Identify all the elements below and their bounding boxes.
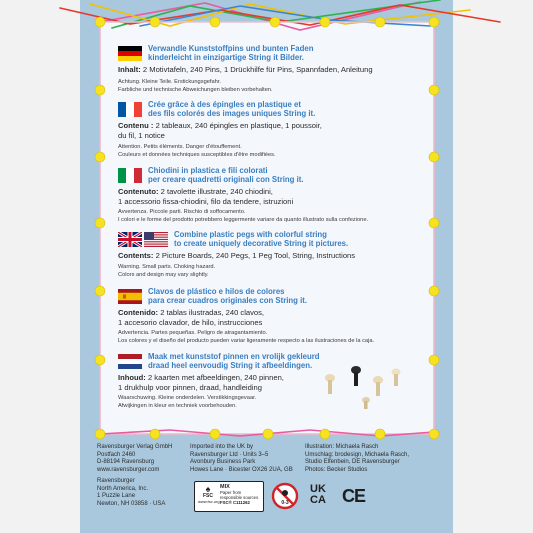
publisher-us: Ravensburger North America, Inc. 1 Puzzle Lane Newton, NH 03858 · USA (97, 478, 166, 507)
ukca-mark: UK CA (310, 483, 326, 506)
contents-it: Contenuto: 2 tavolette illustrate, 240 chiodini, 1 accessorio fissa-chiodini, filo da tendere, istruzioni (118, 187, 294, 206)
warning-fr: Attention. Petits éléments. Danger d'étouffement. Couleurs et données techniques susceptibles d'être modifiées. (118, 144, 276, 158)
france-flag-icon (118, 102, 142, 117)
import-uk: Imported into the UK by Ravensburger Ltd · Units 3–5 Avonbury Business Park Howes Lane · Bicester OX26 2UA, GB (190, 444, 293, 473)
fsc-logo: ♠ FSC www.fsc.org MIX Paper from responsible sources FSC® C111262 (194, 481, 264, 512)
contents-fr: Contenu : 2 tableaux, 240 épingles en plastique, 1 poussoir, du fil, 1 notice (118, 121, 322, 140)
spain-flag-icon (118, 289, 142, 304)
age-warning-icon (271, 482, 299, 510)
netherlands-flag-icon (118, 354, 142, 369)
uk-flag-icon (118, 232, 142, 247)
age-warning-label: 0-3 (281, 500, 289, 506)
section-es (118, 287, 418, 349)
contents-nl: Inhoud: 2 kaarten met afbeeldingen, 240 pinnen, 1 drukhulp voor pinnen, draad, handleiding (118, 373, 284, 392)
credits: Illustration: Michaela Rasch Umschlag: brodesign, Michaela Rasch, Studio Elfenbein, DE Ravensburger Photos: Becker Studios (305, 444, 410, 473)
pegs-illustration (320, 360, 415, 410)
italy-flag-icon (118, 168, 142, 183)
headline-de: Verwandle Kunststoffpins und bunten Faden kinderleicht in einzigartige String it Bilder. (148, 44, 314, 63)
warning-de: Achtung. Kleine Teile. Erstickungsgefahr. Farbliche und technische Abweichungen bleiben vorbehalten. (118, 79, 273, 93)
contents-en: Contents: 2 Picture Boards, 240 Pegs, 1 Peg Tool, String, Instructions (118, 251, 356, 260)
usa-flag-icon (144, 232, 168, 247)
fsc-tree-icon: ♠ (205, 484, 211, 494)
ce-mark: CE (342, 486, 366, 506)
warning-nl: Waarschuwing. Kleine onderdelen. Verstikkingsgevaar. Afwijkingen in kleur en techniek voorbehouden. (118, 395, 257, 409)
headline-it: Chiodini in plastica e fili colorati per creare quadretti originali con String it. (148, 166, 304, 185)
warning-it: Avvertenza. Piccole parti. Rischio di soffocamento. I colori e le forme del prodotto potrebbero leggermente variare da quanto illustrato sulla confezione. (118, 209, 369, 223)
section-it (118, 166, 418, 228)
section-en (118, 230, 418, 290)
headline-es: Clavos de plástico e hilos de colores para crear cuadros originales con String it. (148, 287, 308, 306)
headline-nl: Maak met kunststof pinnen en vrolijk gekleurd draad heel eenvoudig String it afbeeldingen. (148, 352, 320, 371)
section-fr (118, 100, 418, 162)
warning-es: Advertencia. Partes pequeñas. Peligro de atragantamiento. Los colores y el diseño del producto pueden variar ligeramente respecto a las ilustraciones de la caja. (118, 330, 375, 344)
contents-de: Inhalt: 2 Motivtafeln, 240 Pins, 1 Drückhilfe für Pins, Spannfaden, Anleitung (118, 65, 373, 74)
headline-fr: Crée grâce à des épingles en plastique et des fils colorés des images uniques String it. (148, 100, 316, 119)
publisher-de: Ravensburger Verlag GmbH Postfach 2460 D-88194 Ravensburg www.ravensburger.com (97, 444, 173, 473)
warning-en: Warning. Small parts. Choking hazard. Colors and design may vary slightly. (118, 264, 216, 278)
headline-en: Combine plastic pegs with colorful string to create uniquely decorative String it pictures. (174, 230, 349, 249)
germany-flag-icon (118, 46, 142, 61)
contents-es: Contenido: 2 tablas ilustradas, 240 clavos, 1 accesorio clavador, de hilo, instrucciones (118, 308, 265, 327)
